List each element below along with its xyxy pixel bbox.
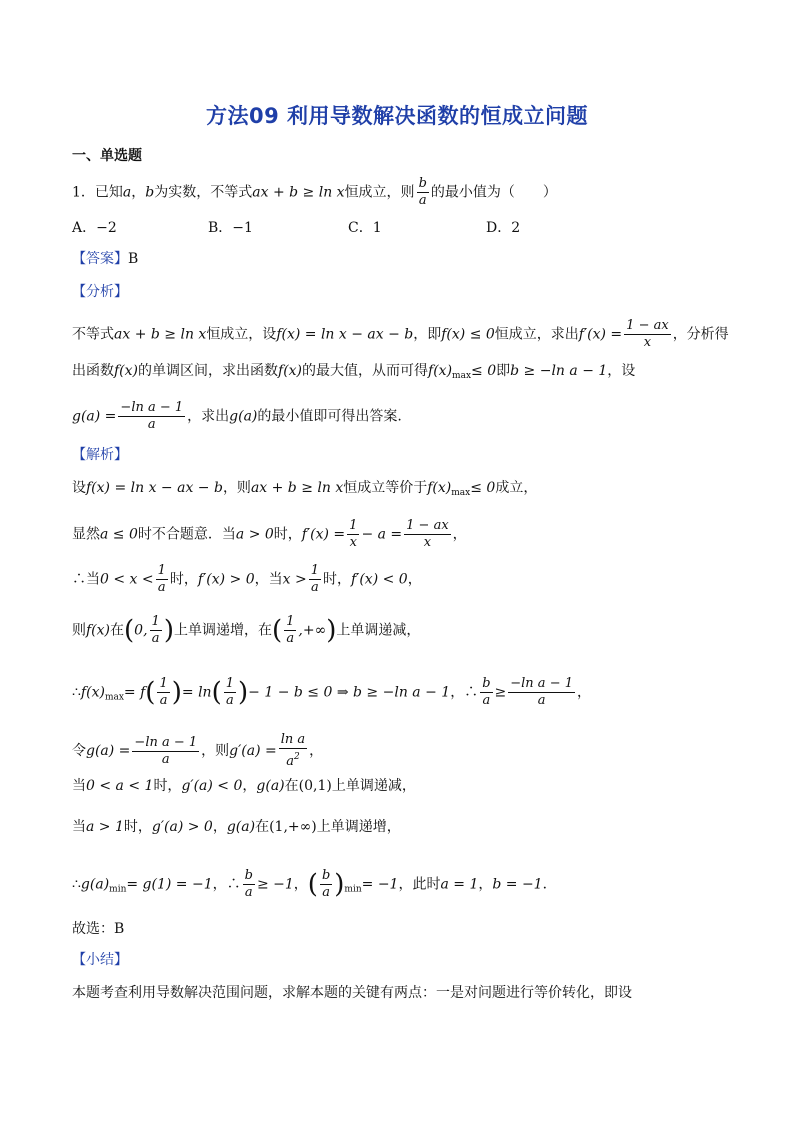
text: ∴当 [72, 571, 100, 588]
var: a [122, 184, 132, 201]
text: 上单调递增，在 [173, 622, 272, 639]
text: 为实数，不等式 [154, 184, 253, 201]
summary-text: 本题考查利用导数解决范围问题，求解本题的关键有两点：一是对问题进行等价转化，即设 [72, 985, 632, 1001]
formula: f(x) = ln x − ax − b [86, 480, 223, 496]
den: a [157, 580, 166, 595]
fraction [417, 176, 429, 209]
num: 1 [157, 563, 166, 578]
text: 在 [110, 622, 125, 639]
den: a [418, 193, 427, 208]
text: ， [293, 876, 308, 893]
formula: f(x) [80, 684, 105, 701]
text: 不等式 [72, 326, 114, 343]
text: ， [478, 876, 493, 893]
num: b [321, 868, 331, 883]
paren: ) [163, 615, 174, 646]
formula: 0, [134, 622, 148, 639]
formula: ax + b ≥ ln x [250, 480, 344, 496]
num: 1 [151, 614, 160, 629]
formula: g(a) = [72, 408, 117, 425]
fraction [224, 676, 236, 709]
text: 恒成立，则 [344, 184, 415, 201]
text: 的最小值为（ ） [430, 184, 557, 201]
text: ∴ [72, 876, 81, 893]
den: a [322, 885, 330, 900]
formula: a = 1 [440, 876, 479, 893]
paren: ( [211, 677, 222, 708]
paren: ( [271, 615, 283, 646]
formula: f(x) [86, 622, 111, 639]
formula: ax + b ≥ ln x [114, 326, 207, 343]
num: b [418, 176, 427, 191]
text: 恒成立，设 [206, 326, 277, 343]
num: −ln a − 1 [120, 400, 184, 415]
solution-line-3 [72, 563, 422, 596]
solution-line-8 [72, 817, 401, 837]
formula: b = −1 [492, 876, 543, 893]
fraction [132, 735, 199, 768]
paren: ) [171, 677, 182, 708]
formula: f(x) [278, 363, 303, 379]
text: ， [452, 526, 467, 543]
option-b: B．−1 [208, 220, 253, 236]
text: 成立， [495, 480, 538, 496]
solution-line-9 [72, 868, 557, 901]
fraction [279, 732, 307, 770]
text: ，此时 [398, 876, 441, 893]
text: ， [212, 819, 227, 835]
text: ． [542, 876, 557, 893]
den: a [225, 693, 234, 708]
den: a [310, 580, 319, 595]
den: a [151, 631, 160, 646]
formula: f(x) [427, 480, 452, 496]
formula: ax + b ≥ ln x [252, 184, 345, 201]
formula: (1,+∞) [269, 819, 317, 835]
fraction [118, 400, 185, 433]
formula: g′(a) < 0 [181, 778, 243, 794]
text: 即 [496, 363, 511, 379]
num: 1 [349, 518, 358, 533]
fraction [347, 518, 359, 551]
formula: x > [282, 571, 307, 588]
text: 的最小值即可得出答案. [257, 408, 402, 425]
option-a: A．−2 [72, 220, 117, 236]
formula: g′(a) > 0 [151, 819, 213, 835]
text: ，∴ [212, 876, 241, 893]
paren: ( [307, 869, 318, 900]
formula: = ln [181, 684, 212, 701]
num: b [244, 868, 253, 883]
formula: g′(a) = [229, 743, 277, 759]
subscript: min [109, 884, 127, 895]
formula: f′(x) = [578, 326, 623, 343]
formula: ≥ [494, 684, 507, 701]
formula: f(x) [114, 363, 139, 379]
analysis-tag: 【分析】 [72, 284, 128, 300]
num: b [482, 676, 491, 691]
num: 1 [286, 614, 295, 629]
formula: f(x) [428, 363, 453, 379]
text: 时不合题意．当 [137, 526, 236, 543]
formula: 0 < a < 1 [86, 778, 154, 794]
formula: f′(x) = [301, 526, 346, 543]
text: 的单调区间，求出函数 [138, 363, 279, 379]
text: ， [576, 684, 591, 701]
page-title: 方法09 利用导数解决函数的恒成立问题 [205, 104, 589, 128]
solution-line-1 [72, 478, 537, 503]
text: ，则 [201, 743, 230, 759]
section-heading: 一、单选题 [72, 148, 142, 164]
solution-line-4 [72, 614, 420, 647]
den [279, 749, 307, 770]
text: 则 [72, 622, 86, 639]
text: 恒成立，求出 [494, 326, 579, 343]
formula: = −1 [361, 876, 399, 893]
den: x [349, 535, 357, 550]
analysis-line-2 [72, 361, 635, 386]
den: a [159, 693, 168, 708]
paren: ( [145, 677, 156, 708]
fraction [480, 676, 492, 709]
formula: a > 0 [235, 526, 274, 543]
formula: = f [123, 684, 146, 701]
den: a [482, 693, 491, 708]
num: −ln a − 1 [510, 676, 573, 691]
paren: ) [326, 615, 337, 646]
solution-conclusion: 故选：B [72, 921, 125, 937]
fraction [156, 563, 168, 596]
paren: ) [334, 869, 345, 900]
den: x [643, 335, 652, 350]
den-base: a [286, 754, 294, 769]
text: 当 [72, 819, 86, 835]
paren: ) [238, 677, 249, 708]
num: 1 [159, 676, 168, 691]
formula: ,+∞ [298, 622, 327, 639]
text: ∴ [72, 684, 81, 701]
subscript: max [104, 692, 124, 703]
fraction [624, 318, 671, 351]
answer-line [72, 249, 138, 269]
text: 当 [72, 778, 86, 794]
text: 设 [72, 480, 86, 496]
text: 时， [153, 778, 182, 794]
num: −ln a − 1 [134, 734, 198, 750]
num: 1 − ax [406, 518, 449, 533]
text: 上单调递增， [316, 819, 401, 835]
text: 时， [123, 819, 152, 835]
den: a [147, 417, 156, 432]
text: 1．已知 [72, 184, 123, 201]
text: ， [242, 778, 257, 794]
den: a [286, 631, 295, 646]
formula: a ≤ 0 [100, 526, 138, 543]
formula: g(a) = [86, 743, 131, 759]
text: ，则 [222, 480, 251, 496]
num: 1 [310, 563, 319, 578]
fraction [508, 676, 575, 709]
solution-line-6 [72, 732, 323, 770]
num: ln a [280, 732, 306, 747]
text: 显然 [72, 526, 100, 543]
formula: ≤ 0 [471, 363, 497, 379]
solution-line-7 [72, 776, 416, 796]
text: 令 [72, 743, 86, 759]
paren: ( [124, 615, 135, 646]
formula: ≥ −1 [256, 876, 294, 893]
formula: b ≥ −ln a − 1 [510, 363, 608, 379]
option-d: D．2 [486, 220, 521, 236]
text: 上单调递减， [331, 778, 416, 794]
text: ， [407, 571, 422, 588]
fraction [150, 614, 162, 647]
formula: = g(1) = −1 [126, 876, 213, 893]
text: 的最大值，从而可得 [302, 363, 429, 379]
formula: (0,1) [298, 778, 332, 794]
options-row [72, 218, 520, 238]
text: ，即 [413, 326, 442, 343]
formula: ≤ 0 [470, 480, 496, 496]
answer-tag: 【答案】 [72, 251, 128, 267]
fraction [243, 868, 255, 901]
solution-tag: 【解析】 [72, 447, 128, 463]
num: 1 [225, 676, 235, 691]
den: x [423, 535, 432, 550]
var: b [145, 184, 155, 201]
formula: g(a) [256, 778, 285, 794]
text: 恒成立等价于 [343, 480, 428, 496]
formula: − a = [361, 526, 403, 543]
formula: g(a) [229, 408, 258, 425]
formula: 0 < x < [100, 571, 154, 588]
summary-tag: 【小结】 [72, 952, 128, 968]
subscript: min [344, 884, 362, 895]
text: ，求出 [187, 408, 230, 425]
text: 时， [273, 526, 302, 543]
subscript: max [452, 371, 472, 381]
den: a [161, 751, 170, 767]
question-stem [72, 176, 557, 209]
formula: g(a) [226, 819, 256, 835]
answer-value: B [128, 251, 139, 267]
text: ，当 [254, 571, 283, 588]
text: 在 [284, 778, 299, 794]
formula: g(a) [80, 876, 110, 893]
fraction [284, 614, 296, 647]
fraction [404, 518, 451, 551]
option-c: C．1 [348, 220, 382, 236]
fraction [320, 868, 332, 901]
den: a [537, 693, 546, 708]
text: 上单调递减， [336, 622, 421, 639]
subscript: max [451, 488, 471, 498]
text: ，设 [607, 363, 636, 379]
den: a [244, 885, 253, 900]
analysis-line-3 [72, 400, 402, 433]
formula: f′(x) > 0 [197, 571, 255, 588]
formula: − 1 − b ≤ 0 ⇒ b ≥ −ln a − 1 [248, 684, 451, 701]
fraction [309, 563, 321, 596]
text: ， [131, 184, 146, 201]
analysis-line-1 [72, 318, 729, 351]
text: 出函数 [72, 363, 114, 379]
formula: f(x) ≤ 0 [441, 326, 495, 343]
text: ，∴ [450, 684, 479, 701]
text: 在 [255, 819, 270, 835]
solution-line-2 [72, 518, 467, 551]
fraction [157, 676, 169, 709]
text: ，分析得 [672, 326, 729, 343]
text: ， [309, 743, 324, 759]
formula: f′(x) < 0 [350, 571, 408, 588]
formula: f(x) = ln x − ax − b [276, 326, 414, 343]
superscript: 2 [293, 752, 300, 762]
num: 1 − ax [626, 318, 669, 333]
solution-line-5 [72, 676, 591, 709]
text: 时， [169, 571, 198, 588]
text: 时， [322, 571, 351, 588]
formula: a > 1 [86, 819, 124, 835]
